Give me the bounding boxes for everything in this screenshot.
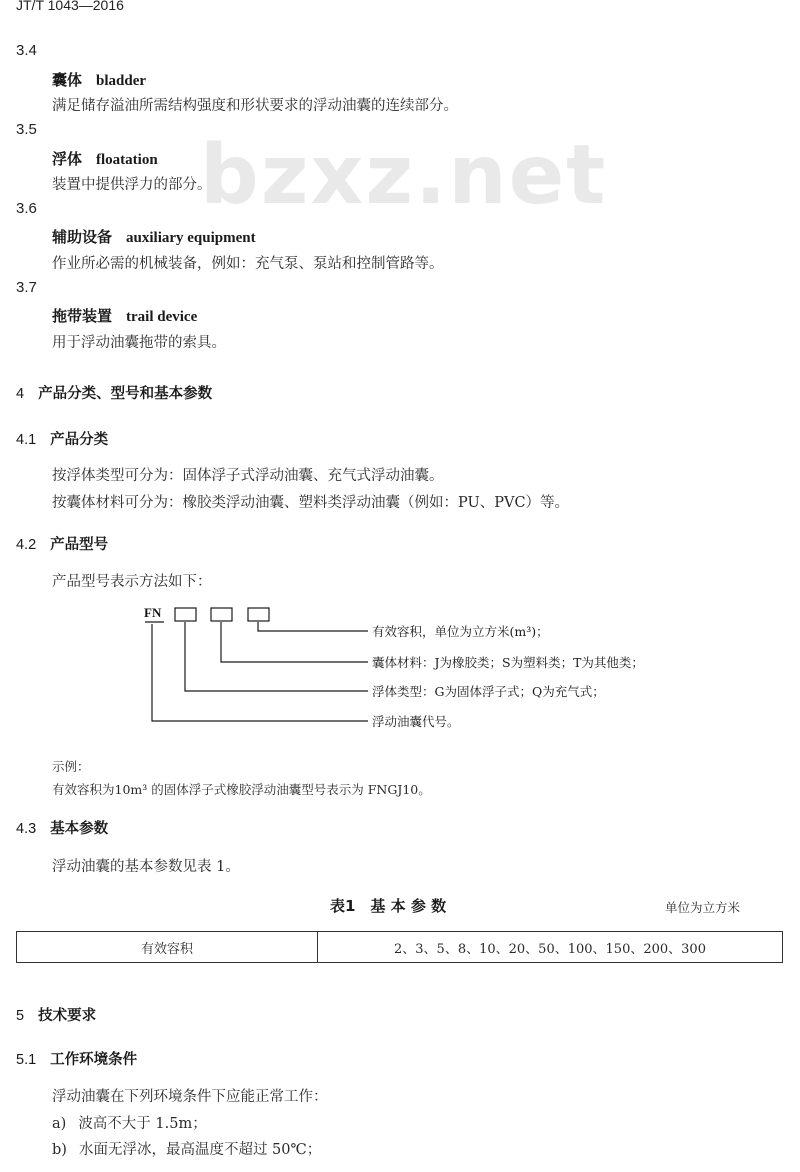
model-prefix: FN	[144, 605, 162, 620]
subsection-number: 4.2	[16, 537, 37, 553]
term-definition: 作业所必需的机械装备，例如：充气泵、泵站和控制管路等。	[52, 256, 444, 272]
section-number: 4	[16, 386, 25, 402]
diagram-label-volume: 有效容积，单位为立方米(m³)；	[372, 624, 549, 639]
term-number: 3.5	[16, 121, 37, 138]
paragraph-line: 按浮体类型可分为：固体浮子式浮动油囊、充气式浮动油囊。	[52, 468, 444, 484]
code-box-volume	[248, 608, 269, 621]
leader-material	[221, 622, 368, 662]
term-zh: 拖带装置	[52, 307, 113, 325]
subsection-number: 4.1	[16, 432, 37, 448]
term-en: trail device	[126, 309, 198, 325]
section-title: 产品分类、型号和基本参数	[38, 386, 213, 402]
subsection-number: 4.3	[16, 821, 37, 837]
term-definition: 装置中提供浮力的部分。	[52, 177, 212, 193]
paragraph-line: 浮动油囊在下列环境条件下应能正常工作：	[52, 1089, 328, 1105]
list-mark: a)	[52, 1116, 67, 1132]
subsection-title: 工作环境条件	[50, 1052, 138, 1068]
subsection-heading	[16, 1048, 137, 1069]
list-item	[52, 1112, 207, 1133]
list-text: 波高不大于 1.5m；	[78, 1116, 207, 1132]
table-unit: 单位为立方米	[665, 900, 741, 915]
code-box-floatation	[175, 608, 196, 621]
diagram-label-material: 囊体材料：J为橡胶类；S为塑料类；T为其他类；	[372, 655, 644, 670]
table-caption: 表1 基 本 参 数	[330, 897, 447, 915]
section-title: 技术要求	[38, 1008, 97, 1024]
leader-volume	[258, 622, 368, 631]
list-text: 水面无浮冰，最高温度不超过 50℃；	[78, 1142, 322, 1158]
paragraph-line: 按囊体材料可分为：橡胶类浮动油囊、塑料类浮动油囊（例如：PU、PVC）等。	[52, 495, 570, 511]
section-heading	[16, 1004, 96, 1025]
subsection-title: 产品分类	[50, 432, 109, 448]
section-number: 5	[16, 1008, 25, 1024]
list-mark: b)	[52, 1142, 67, 1158]
subsection-heading	[16, 817, 108, 838]
term-definition: 用于浮动油囊拖带的索具。	[52, 335, 226, 351]
list-item	[52, 1138, 321, 1159]
table-row-label: 有效容积	[17, 932, 318, 962]
term-zh: 浮体	[52, 150, 83, 168]
term-en: auxiliary equipment	[126, 230, 256, 246]
diagram-label-prefix: 浮动油囊代号。	[372, 714, 460, 729]
term-number: 3.6	[16, 200, 37, 217]
parameter-table	[16, 931, 783, 963]
subsection-number: 5.1	[16, 1052, 37, 1068]
term-zh: 辅助设备	[52, 228, 113, 246]
table-row-value: 2、3、5、8、10、20、50、100、150、200、300	[394, 941, 706, 957]
example-label: 示例：	[52, 759, 90, 774]
example-text: 有效容积为10m³ 的固体浮子式橡胶浮动油囊型号表示为 FNGJ10。	[52, 782, 431, 797]
standard-code-header: JT/T 1043—2016	[16, 0, 124, 13]
subsection-title: 产品型号	[50, 537, 109, 553]
term-en: floatation	[96, 152, 158, 168]
paragraph-line: 产品型号表示方法如下：	[52, 574, 212, 590]
term-number: 3.4	[16, 42, 37, 59]
term-number: 3.7	[16, 279, 37, 296]
subsection-title: 基本参数	[50, 821, 109, 837]
code-box-material	[211, 608, 232, 621]
term-en: bladder	[96, 73, 147, 89]
term-zh: 囊体	[52, 71, 83, 89]
diagram-label-floatation: 浮体类型：G为固体浮子式；Q为充气式；	[372, 684, 605, 699]
paragraph-line: 浮动油囊的基本参数见表 1。	[52, 859, 240, 875]
leader-floatation	[185, 622, 368, 691]
watermark: bzxz.net	[200, 128, 608, 223]
term-definition: 满足储存溢油所需结构强度和形状要求的浮动油囊的连续部分。	[52, 98, 458, 114]
